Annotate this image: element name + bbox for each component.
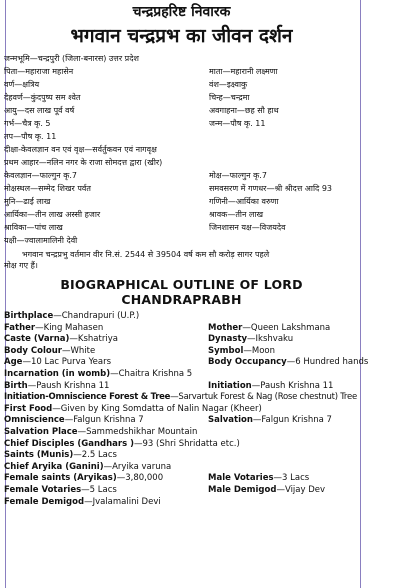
english-first-food: First Food—Given by King Somdatta of Nalin Nagar (Kheer) xyxy=(4,403,262,414)
english-row: Female Votaries—5 Lacs Male Demigod—Vijay Dev xyxy=(4,484,326,495)
english-row: Caste (Varna)—Kshatriya Dynasty—Ikshvaku xyxy=(4,334,294,345)
hindi-row: आर्यिका—तीन लाख अस्सी हजार श्रावक—तीन लाख xyxy=(4,210,263,219)
hindi-row: केवलज्ञान—फाल्गुन कृ.7 मोक्ष—फाल्गुन कृ.7 xyxy=(4,171,267,180)
hindi-rows-2 xyxy=(4,169,359,234)
english-row: Female saints (Aryikas)—3,80,000 Male Votaries—3 Lacs xyxy=(4,473,310,484)
hindi-title: भगवान चन्द्रप्रभ का जीवन दर्शन xyxy=(70,25,293,47)
english-omniscience-forest: Initiation-Omniscience Forest & Tree—Sarvartuk Forest & Nag (Rose chestnut) Tree xyxy=(4,392,357,403)
hindi-tap: तप—पौष कृ. 11 xyxy=(4,132,57,141)
english-chief-disciples: Chief Disciples (Gandhars )—93 (Shri Shridatta etc.) xyxy=(4,438,240,449)
hindi-row: श्राविका—पांच लाख जिनशासन यक्ष—विजयदेव xyxy=(4,223,286,232)
hindi-rows-1 xyxy=(4,65,359,130)
english-birth-row: Birth—Paush Krishna 11 Initiation—Paush Krishna 11 xyxy=(4,380,334,391)
hindi-note: भगवान चन्द्रप्रभु वर्तमान वीर नि.सं. 2544 से 39504 वर्ष कम सौ करोड़ सागर पहले मोक्ष गए हैं। xyxy=(4,250,270,270)
english-row: Body Colour—White Symbol—Moon xyxy=(4,345,275,356)
english-salvation-place: Salvation Place—Sammedshikhar Mountain xyxy=(4,426,198,437)
document-page xyxy=(4,2,369,508)
hindi-row: देहवर्ण—कुंदपुष्प सम श्वेत चिन्ह—चन्द्रमा xyxy=(4,93,250,102)
english-rows xyxy=(4,322,369,369)
hindi-row: गर्भ—चैत्र कृ. 5 जन्म—पौष कृ. 11 xyxy=(4,119,266,128)
hindi-diksha: दीक्षा-केवलज्ञान वन एवं वृक्ष—सर्वर्तुकवन एवं नागवृक्ष xyxy=(4,145,157,154)
hindi-row: वर्ण—क्षत्रिय वंश—इक्ष्वाकु xyxy=(4,80,248,89)
english-row: Father—King Mahasen Mother—Queen Lakshmana xyxy=(4,322,331,333)
english-birthplace: Birthplace—Chandrapuri (U.P.) xyxy=(4,311,140,321)
hindi-row: मोक्षस्थल—सम्मेद शिखर पर्वत समवसरण में गणधर—श्री श्रीदत्त आदि 93 xyxy=(4,184,333,193)
hindi-row: मुनि—ढाई लाख गणिनी—आर्यिका वरुणा xyxy=(4,197,279,206)
hindi-yakshi: यक्षी—ज्वालामालिनी देवी xyxy=(4,236,78,245)
english-title: BIOGRAPHICAL OUTLINE OF LORD CHANDRAPRABH xyxy=(60,277,303,307)
english-omniscience-row: Omniscience—Falgun Krishna 7 Salvation—Falgun Krishna 7 xyxy=(4,415,332,426)
hindi-row: आयु—दस लाख पूर्व वर्ष अवगाहना—छह सौ हाथ xyxy=(4,106,279,115)
english-incarnation: Incarnation (in womb)—Chaitra Krishna 5 xyxy=(4,368,193,379)
english-saints: Saints (Munis)—2.5 Lacs xyxy=(4,450,117,461)
right-margin-line xyxy=(360,0,361,588)
hindi-pratham-ahar: प्रथम आहार—नलिन नगर के राजा सोमदत्त द्वारा (खीर) xyxy=(4,158,163,167)
hindi-row: पिता—महाराजा महासेन माता—महारानी लक्ष्मणा xyxy=(4,67,278,76)
english-chief-aryika: Chief Aryika (Ganini)—Aryika varuna xyxy=(4,461,172,472)
hindi-janmabhumi: जन्मभूमि—चन्द्रपुरी (जिला-बनारस) उत्तर प्रदेश xyxy=(4,54,139,63)
english-row: Age—10 Lac Purva Years Body Occupancy—6 Hundred hands xyxy=(4,357,369,368)
hindi-subtitle: चन्द्रप्रहरिष्ट निवारक xyxy=(132,4,231,20)
english-female-demigod: Female Demigod—Jvalamalini Devi xyxy=(4,496,161,507)
